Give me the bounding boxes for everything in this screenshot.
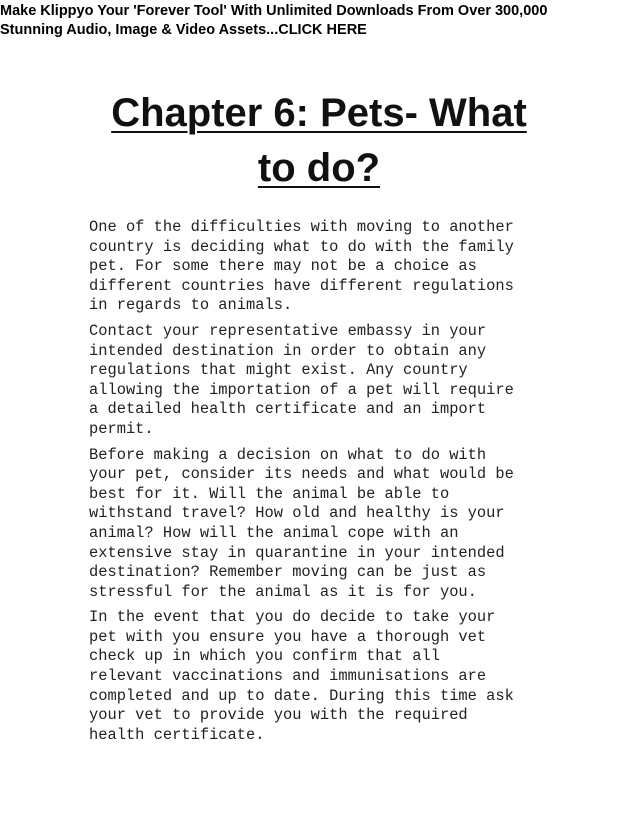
- banner-line-2: Stunning Audio, Image & Video Assets...CLICK HERE: [0, 22, 367, 38]
- text-line: allowing the importation of a pet will require: [89, 380, 514, 399]
- text-line: best for it. Will the animal be able to: [89, 484, 450, 503]
- paragraph-1: [89, 218, 559, 316]
- text-line: Contact your representative embassy in your: [89, 321, 487, 340]
- text-line: stressful for the animal as it is for you.: [89, 582, 477, 601]
- text-line: intended destination in order to obtain any: [89, 341, 487, 360]
- text-line: Before making a decision on what to do with: [89, 445, 487, 464]
- text-line: pet with you ensure you have a thorough vet: [89, 627, 487, 646]
- chapter-body: [89, 218, 559, 751]
- chapter-title-line-2: to do?: [257, 146, 381, 190]
- text-line: extensive stay in quarantine in your intended: [89, 543, 505, 562]
- banner-line-1: Make Klippyo Your 'Forever Tool' With Unlimited Downloads From Over 300,000: [0, 3, 548, 19]
- paragraph-2: [89, 322, 559, 440]
- text-line: completed and up to date. During this time ask: [89, 686, 514, 705]
- text-line: regulations that might exist. Any country: [89, 361, 468, 380]
- text-line: pet. For some there may not be a choice as: [89, 257, 477, 276]
- text-line: in regards to animals.: [89, 296, 293, 315]
- text-line: animal? How will the animal cope with an: [89, 523, 459, 542]
- text-line: relevant vaccinations and immunisations are: [89, 667, 487, 686]
- text-line: your vet to provide you with the required: [89, 706, 468, 725]
- text-line: a detailed health certificate and an import: [89, 400, 487, 419]
- text-line: One of the difficulties with moving to another: [89, 218, 514, 236]
- text-line: check up in which you confirm that all: [89, 647, 440, 666]
- text-line: country is deciding what to do with the family: [89, 237, 514, 256]
- text-line: destination? Remember moving can be just as: [89, 563, 487, 582]
- promo-banner-link[interactable]: [0, 2, 600, 40]
- chapter-title: [60, 86, 578, 196]
- text-line: health certificate.: [89, 725, 265, 744]
- paragraph-4: [89, 608, 559, 745]
- text-line: permit.: [89, 419, 154, 438]
- chapter-title-line-1: Chapter 6: Pets- What: [111, 91, 527, 135]
- text-line: In the event that you do decide to take your: [89, 608, 496, 627]
- text-line: withstand travel? How old and healthy is your: [89, 504, 505, 523]
- paragraph-3: [89, 446, 559, 603]
- text-line: your pet, consider its needs and what would be: [89, 465, 514, 484]
- text-line: different countries have different regulations: [89, 276, 514, 295]
